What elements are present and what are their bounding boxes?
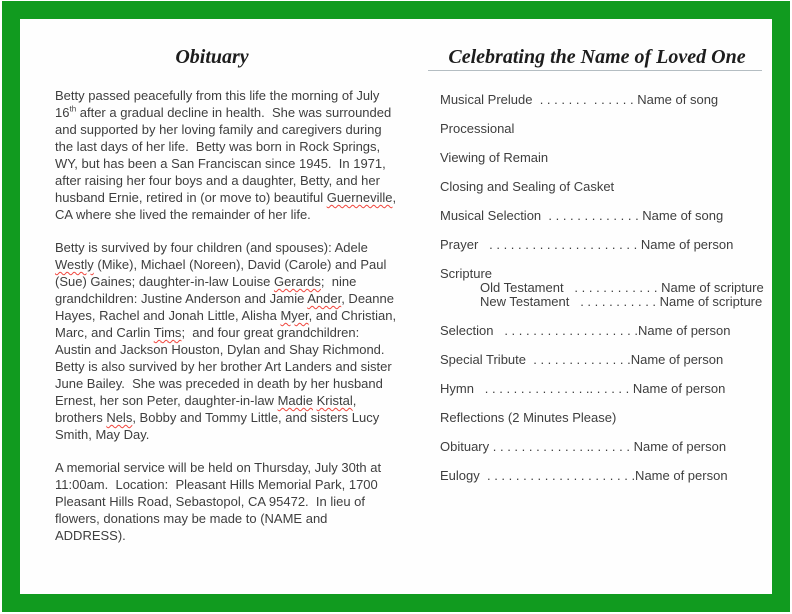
service-item bbox=[440, 469, 774, 483]
service-item-text: Viewing of Remain bbox=[440, 150, 549, 165]
service-item-text: Eulogy . . . . . . . . . . . . . . . . . . . . .Name of person bbox=[440, 468, 728, 483]
service-item-text: Musical Prelude . . . . . . . . . . . . . Name of song bbox=[440, 92, 719, 107]
service-item bbox=[440, 238, 774, 252]
service-item bbox=[440, 324, 774, 338]
misspelled-word: Guerneville bbox=[326, 190, 393, 205]
service-item-text: Obituary . . . . . . . . . . . . . .. . . . . . Name of person bbox=[440, 439, 727, 454]
service-item-text: Special Tribute . . . . . . . . . . . . . .Name of person bbox=[440, 352, 724, 367]
title-divider bbox=[428, 70, 762, 71]
service-item-text: Reflections (2 Minutes Please) bbox=[440, 410, 617, 425]
paragraph-text: after a gradual decline in health. She was surrounded and supported by her loving family and caregivers during the last days of her life. Betty was born in Rock Springs, WY, but has been a San Franciscan since 1945. In 1971, after raising her four boys and a daughter, Betty, and her husband Ernie, retired in (or move to) beautiful bbox=[55, 105, 395, 205]
service-item bbox=[440, 122, 774, 136]
paragraph-text: , and Christian, Marc, and Carlin bbox=[55, 308, 400, 340]
service-item bbox=[440, 440, 774, 454]
paragraph-text: ; nine grandchildren: Justine Anderson and Jamie bbox=[55, 274, 360, 306]
service-order-list bbox=[420, 93, 774, 483]
service-item-text: Musical Selection . . . . . . . . . . . . . Name of song bbox=[440, 208, 724, 223]
obituary-paragraph bbox=[55, 459, 397, 544]
paragraph-text: , Deanne Hayes, Rachel and Jonah Little, Alisha bbox=[55, 291, 398, 323]
service-item bbox=[440, 209, 774, 223]
paragraph-text: ; and four great grandchildren: Austin and Jackson Houston, Dylan and Shay Richmond. Betty is also survived by her brother Art Landers and sister June Bailey. She was preceded in death by her husband Ernest, her son Peter, daughter-in-law bbox=[55, 325, 396, 408]
service-item-text: Processional bbox=[440, 121, 515, 136]
service-item bbox=[440, 382, 774, 396]
paragraph-text: , CA where she lived the remainder of her life. bbox=[55, 190, 400, 222]
misspelled-word: Myer bbox=[280, 308, 309, 323]
paragraph-text: (Mike), Michael (Noreen), David (Carole) and Paul (Sue) Gaines; daughter-in-law Louise bbox=[55, 257, 390, 289]
misspelled-word: Gerards bbox=[273, 274, 321, 289]
green-border-frame bbox=[2, 1, 790, 612]
paragraph-text: , brothers bbox=[55, 393, 360, 425]
obituary-text bbox=[55, 87, 400, 544]
service-title: Celebrating the Name of Loved One bbox=[448, 46, 746, 68]
misspelled-word: Ander bbox=[307, 291, 342, 306]
service-item-text: Scripture bbox=[440, 266, 493, 281]
paragraph-text: A memorial service will be held on Thursday, July 30th at 11:00am. Location: Pleasant Hills Memorial Park, 1700 Pleasant Hills Road, Sebastopol, CA 95472. In lieu of flowers, donations may be made to (NAME and ADDRESS). bbox=[55, 460, 385, 543]
service-item bbox=[440, 151, 774, 165]
service-item bbox=[440, 411, 774, 425]
service-item-text: Selection . . . . . . . . . . . . . . . . . . .Name of person bbox=[440, 323, 731, 338]
misspelled-word: Westly bbox=[55, 257, 94, 272]
superscript-text: th bbox=[69, 104, 77, 114]
service-item bbox=[440, 180, 774, 194]
order-of-service-column bbox=[420, 19, 774, 498]
service-item-text: Hymn . . . . . . . . . . . . . . .. . . . . . Name of person bbox=[440, 381, 726, 396]
service-item-text: Prayer . . . . . . . . . . . . . . . . . . . . . Name of person bbox=[440, 237, 734, 252]
service-item bbox=[440, 267, 774, 309]
obituary-paragraph bbox=[55, 239, 400, 443]
service-item-text: Closing and Sealing of Casket bbox=[440, 179, 615, 194]
service-subitem-text: New Testament . . . . . . . . . . . Name of scripture bbox=[480, 294, 763, 309]
misspelled-word: Tims bbox=[153, 325, 182, 340]
paragraph-text: Betty passed peacefully from this life the morning of July 16 bbox=[55, 88, 384, 120]
service-item bbox=[440, 93, 774, 107]
paragraph-text: Betty is survived by four children (and spouses): Adele bbox=[55, 240, 372, 255]
paragraph-text: , Bobby and Tommy Little, and sisters Lucy Smith, May Day. bbox=[55, 410, 383, 442]
obituary-column bbox=[55, 19, 400, 560]
misspelled-word: Nels bbox=[106, 410, 133, 425]
obituary-title: Obituary bbox=[175, 46, 249, 68]
program-page bbox=[20, 19, 772, 594]
service-item bbox=[440, 353, 774, 367]
obituary-paragraph bbox=[55, 87, 400, 223]
service-subitem-text: Old Testament . . . . . . . . . . . . Name of scripture bbox=[480, 280, 764, 295]
misspelled-word: Kristal bbox=[316, 393, 353, 408]
misspelled-word: Madie bbox=[277, 393, 313, 408]
